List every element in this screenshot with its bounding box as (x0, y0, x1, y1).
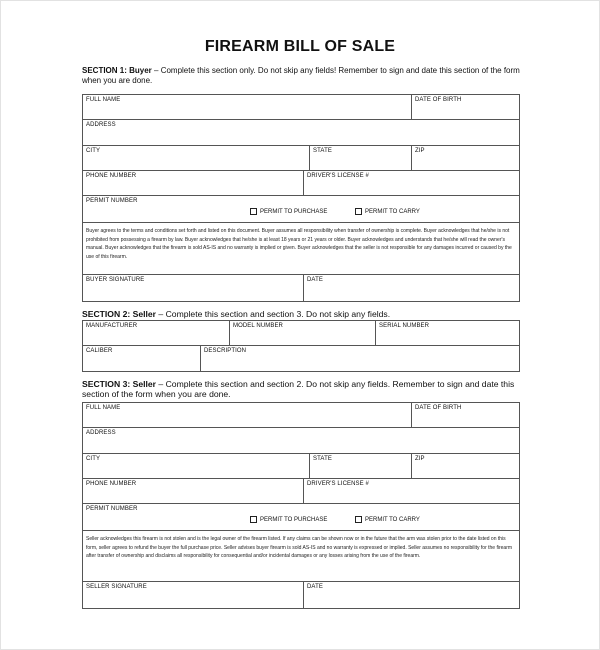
seller-phone-field[interactable] (83, 479, 303, 503)
buyer-date-label: DATE (307, 277, 323, 283)
seller-zip-label: ZIP (415, 456, 425, 462)
buyer-row-phone (83, 171, 519, 196)
seller-row-name (83, 403, 519, 428)
seller-permit-field[interactable] (83, 504, 519, 530)
seller-city-field[interactable] (83, 454, 309, 478)
buyer-zip-field[interactable] (411, 146, 519, 170)
firearm-row-desc (83, 346, 519, 371)
buyer-signature-label: BUYER SIGNATURE (86, 277, 145, 283)
seller-state-label: STATE (313, 456, 332, 462)
buyer-row-city (83, 146, 519, 171)
buyer-full-name-field[interactable] (83, 95, 411, 119)
seller-dob-field[interactable] (411, 403, 519, 427)
buyer-row-terms (83, 223, 519, 275)
buyer-state-label: STATE (313, 148, 332, 154)
seller-signature-label: SELLER SIGNATURE (86, 584, 147, 590)
seller-row-signature (83, 582, 519, 608)
buyer-permit-purchase-checkbox[interactable] (250, 208, 327, 215)
buyer-zip-label: ZIP (415, 148, 425, 154)
description-field[interactable] (200, 346, 519, 371)
buyer-row-signature (83, 275, 519, 301)
buyer-dob-field[interactable] (411, 95, 519, 119)
seller-zip-field[interactable] (411, 454, 519, 478)
buyer-row-address (83, 120, 519, 146)
seller-row-phone (83, 479, 519, 504)
section2-instruction: – Complete this section and section 3. Do not skip any fields. (156, 309, 391, 319)
seller-table (82, 402, 520, 609)
model-number-field[interactable] (229, 321, 375, 345)
seller-state-field[interactable] (309, 454, 411, 478)
seller-phone-label: PHONE NUMBER (86, 481, 137, 487)
seller-permit-carry-label: PERMIT TO CARRY (365, 516, 420, 523)
buyer-permit-purchase-label: PERMIT TO PURCHASE (260, 208, 328, 215)
seller-row-address (83, 428, 519, 454)
model-number-label: MODEL NUMBER (233, 323, 283, 329)
firearm-table (82, 320, 520, 372)
section2-heading: SECTION 2: Seller (82, 309, 157, 319)
seller-city-label: CITY (86, 456, 101, 462)
serial-number-field[interactable] (375, 321, 519, 345)
section1-heading: SECTION 1: Buyer (82, 66, 152, 75)
seller-permit-label: PERMIT NUMBER (86, 506, 138, 512)
buyer-license-label: DRIVER'S LICENSE # (307, 173, 369, 179)
manufacturer-field[interactable] (83, 321, 229, 345)
seller-license-field[interactable] (303, 479, 519, 503)
buyer-state-field[interactable] (309, 146, 411, 170)
buyer-row-name (83, 95, 519, 120)
seller-date-label: DATE (307, 584, 323, 590)
buyer-license-field[interactable] (303, 171, 519, 195)
buyer-permit-carry-checkbox[interactable] (355, 208, 420, 215)
buyer-address-field[interactable] (83, 120, 519, 145)
seller-license-label: DRIVER'S LICENSE # (307, 481, 369, 487)
buyer-city-field[interactable] (83, 146, 309, 170)
section1-instruction: – Complete this section only. Do not skip any fields! Remember to sign and date this section of the form when you are done. (82, 66, 520, 85)
buyer-permit-carry-label: PERMIT TO CARRY (365, 208, 420, 215)
seller-signature-field[interactable] (83, 582, 303, 608)
section2-header (82, 309, 528, 319)
form-title: FIREARM BILL OF SALE (204, 38, 396, 55)
buyer-permit-field[interactable] (83, 196, 519, 222)
seller-full-name-field[interactable] (83, 403, 411, 427)
seller-permit-purchase-label: PERMIT TO PURCHASE (260, 516, 328, 523)
seller-date-field[interactable] (303, 582, 519, 608)
buyer-row-permit (83, 196, 519, 223)
buyer-city-label: CITY (86, 148, 101, 154)
seller-row-terms (83, 531, 519, 582)
buyer-full-name-label: FULL NAME (86, 97, 121, 103)
seller-address-label: ADDRESS (86, 430, 116, 436)
section3-header (82, 379, 528, 399)
caliber-field[interactable] (83, 346, 200, 371)
checkbox-icon (250, 208, 257, 215)
checkbox-icon (355, 516, 362, 523)
buyer-dob-label: DATE OF BIRTH (415, 97, 462, 103)
buyer-date-field[interactable] (303, 275, 519, 301)
seller-permit-carry-checkbox[interactable] (355, 516, 420, 523)
seller-dob-label: DATE OF BIRTH (415, 405, 462, 411)
serial-number-label: SERIAL NUMBER (379, 323, 430, 329)
buyer-permit-label: PERMIT NUMBER (86, 198, 138, 204)
manufacturer-label: MANUFACTURER (86, 323, 138, 329)
seller-full-name-label: FULL NAME (86, 405, 121, 411)
buyer-table (82, 94, 520, 302)
seller-row-permit (83, 504, 519, 531)
checkbox-icon (355, 208, 362, 215)
section3-instruction: – Complete this section and section 2. Do not skip any fields. Remember to sign and date this section of the form when you are done. (82, 379, 515, 399)
seller-row-city (83, 454, 519, 479)
checkbox-icon (250, 516, 257, 523)
firearm-row-ids (83, 321, 519, 346)
buyer-phone-field[interactable] (83, 171, 303, 195)
caliber-label: CALIBER (86, 348, 113, 354)
seller-address-field[interactable] (83, 428, 519, 453)
section3-heading: SECTION 3: Seller (82, 379, 157, 389)
buyer-phone-label: PHONE NUMBER (86, 173, 137, 179)
buyer-terms-text: Buyer agrees to the terms and conditions set forth and listed on this document. Buyer assumes all responsibility when transfer of ownership is complete. Buyer acknowledges that he/she is not prohibited from possessing a firearm by law. Buyer acknowledges that he/she is at least 18 years or 21 years or older. Buyer acknowledges and understands that he/she will read the owner's manual. Buyer acknowledges that the firearm is sold AS-IS and no warranty is implied or given. Buyer acknowledges that the seller is not responsible for any damages incurred or caused by the use of this firearm. (86, 228, 512, 261)
description-label: DESCRIPTION (204, 348, 247, 354)
buyer-signature-field[interactable] (83, 275, 303, 301)
seller-terms-text: Seller acknowledges this firearm is not stolen and is the legal owner of the firearm listed. If any claims can be shown now or in the future that the arm was stolen prior to the date listed on this form, seller agrees to refund the buyer the full purchase price. Seller advises buyer firearm is sold AS-IS and no warranty is expressed or implied. Seller assumes no responsibility for the firearm after transfer of ownership and disclaims all responsibility for consequential and/or incidental damages or any losses arising from the use of the firearm. (86, 536, 513, 560)
buyer-address-label: ADDRESS (86, 122, 116, 128)
seller-permit-purchase-checkbox[interactable] (250, 516, 327, 523)
section1-header (82, 66, 528, 86)
